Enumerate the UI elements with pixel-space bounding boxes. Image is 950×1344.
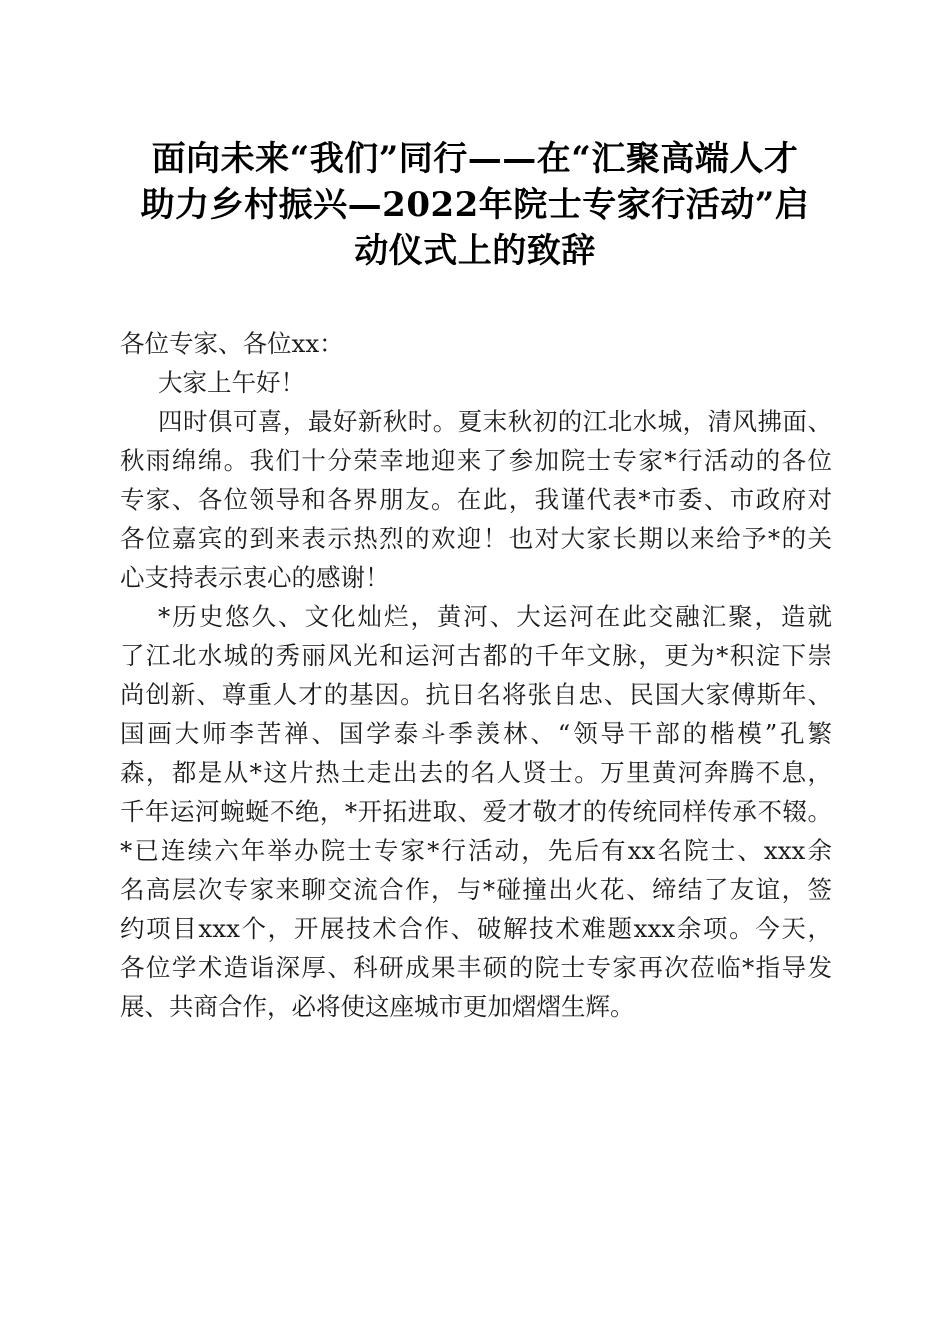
paragraph-line: 尚创新、尊重人才的基因。抗日名将张自忠、民国大家傅斯年、 [120, 680, 832, 709]
paragraph-line: 名高层次专家来聊交流合作，与*碰撞出火花、缔结了友谊，签 [120, 875, 832, 904]
paragraph-line: *已连续六年举办院士专家*行活动，先后有xx名院士、xxx余 [120, 836, 832, 865]
paragraph-line: 专家、各位领导和各界朋友。在此，我谨代表*市委、市政府对 [120, 485, 832, 514]
title-line-1: 面向未来“我们”同行——在“汇聚高端人才 [151, 139, 799, 179]
paragraph-line: *历史悠久、文化灿烂，黄河、大运河在此交融汇聚，造就 [158, 602, 832, 631]
document-body [120, 324, 832, 1026]
paragraph-line: 约项目xxx个，开展技术合作、破解技术难题xxx余项。今天， [120, 914, 832, 943]
paragraph-line: 各位嘉宾的到来表示热烈的欢迎！也对大家长期以来给予*的关 [120, 524, 832, 553]
paragraph-line: 心支持表示衷心的感谢！ [120, 563, 390, 592]
paragraph-line: 森，都是从*这片热土走出去的名人贤士。万里黄河奔腾不息， [120, 758, 832, 787]
paragraph-line: 秋雨绵绵。我们十分荣幸地迎来了参加院士专家*行活动的各位 [120, 446, 832, 475]
paragraph-1 [120, 402, 832, 597]
paragraph-line: 千年运河蜿蜒不绝，*开拓进取、爱才敬才的传统同样传承不辍。 [120, 797, 832, 826]
title-line-2: 助力乡村振兴—2022年院士专家行活动”启 [140, 185, 810, 225]
paragraph-2 [120, 597, 832, 1026]
paragraph-line: 国画大师李苦禅、国学泰斗季羡林、“领导干部的楷模”孔繁 [120, 719, 832, 748]
title-line-3: 动仪式上的致辞 [354, 231, 596, 271]
paragraph-line: 四时俱可喜，最好新秋时。夏末秋初的江北水城，清风拂面、 [158, 407, 832, 436]
paragraph-line: 了江北水城的秀丽风光和运河古都的千年文脉，更为*积淀下崇 [120, 641, 832, 670]
paragraph-line: 展、共商合作，必将使这座城市更加熠熠生辉。 [120, 992, 635, 1021]
greeting: 大家上午好！ [158, 368, 305, 397]
salutation: 各位专家、各位xx： [120, 329, 344, 358]
document-title [110, 136, 840, 274]
paragraph-line: 各位学术造诣深厚、科研成果丰硕的院士专家再次莅临*指导发 [120, 953, 832, 982]
